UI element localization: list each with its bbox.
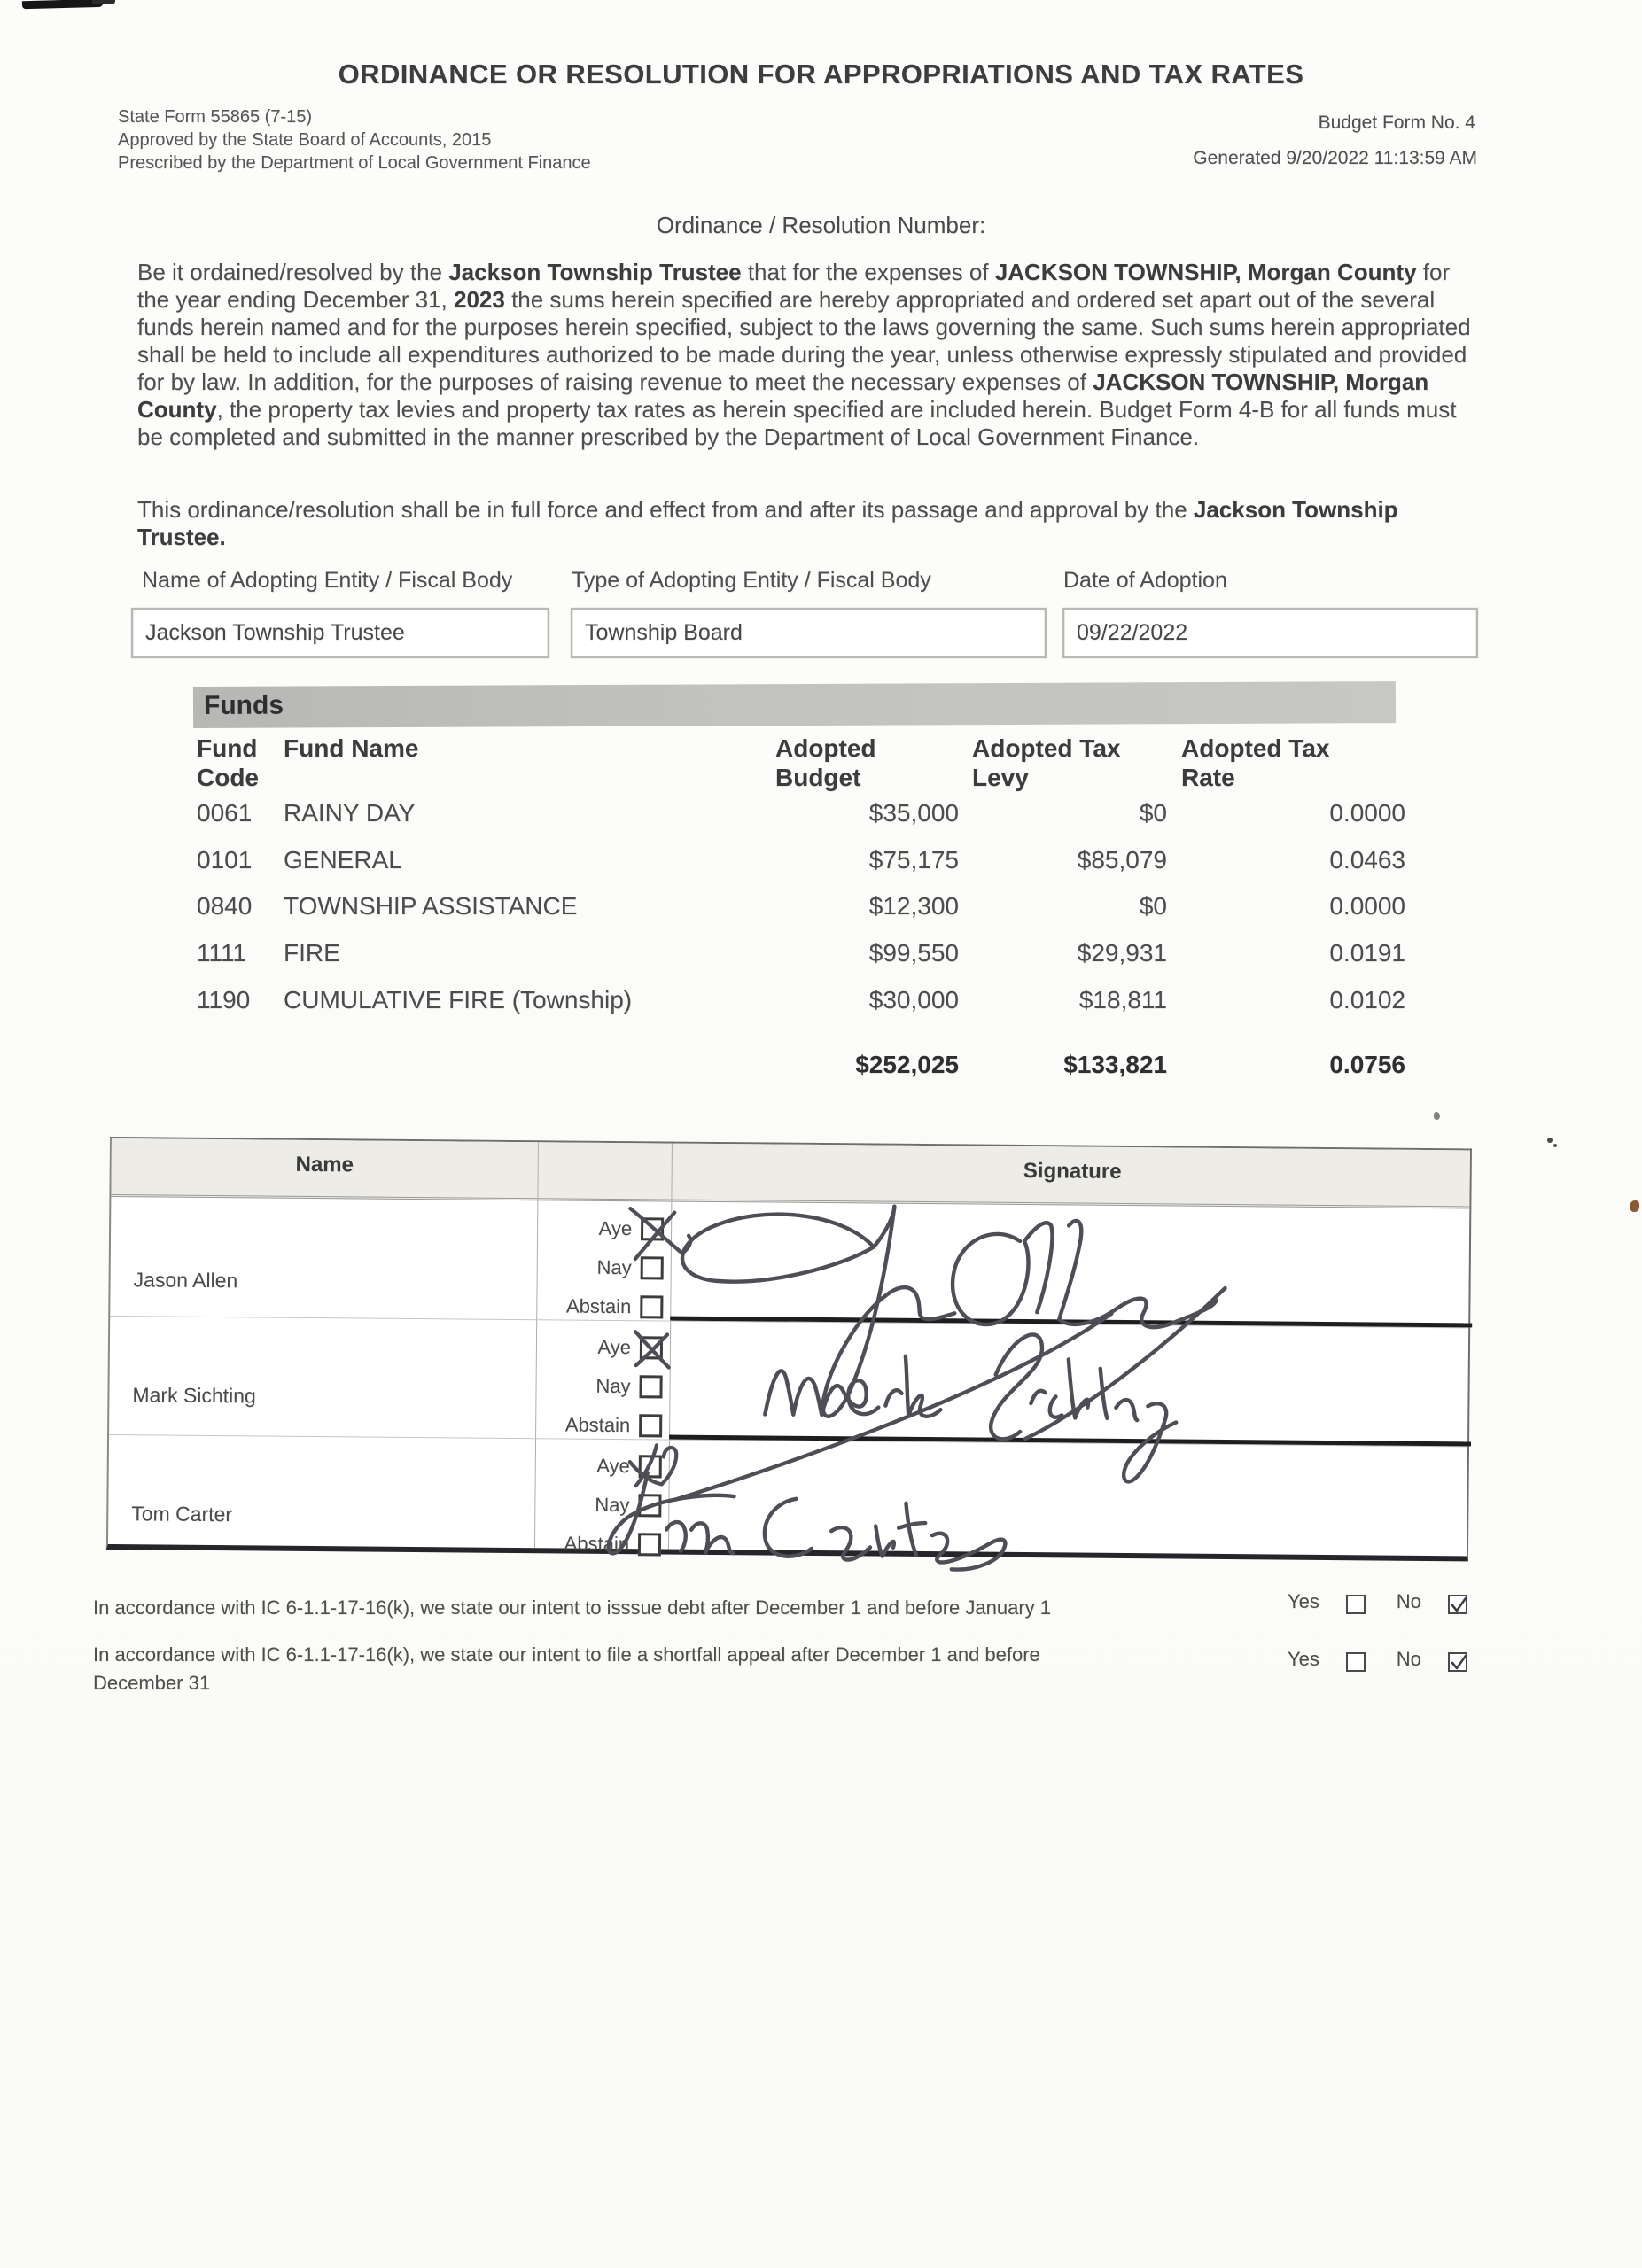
vote-option-abstain bbox=[534, 1528, 668, 1559]
scan-speck-dark bbox=[1547, 1138, 1553, 1143]
vote-option-aye bbox=[535, 1450, 669, 1481]
aye-checkbox[interactable] bbox=[639, 1455, 662, 1478]
statement-debt-intent-answer bbox=[1288, 1590, 1467, 1614]
nay-checkbox[interactable] bbox=[639, 1375, 662, 1398]
yes-label: Yes bbox=[1288, 1590, 1319, 1612]
scan-speck-brown bbox=[1630, 1200, 1639, 1212]
scan-speck-gray bbox=[1434, 1112, 1440, 1120]
statement-shortfall-appeal: In accordance with IC 6-1.1-17-16(k), we state our intent to file a shortfall appeal after December 1 and before December 31 bbox=[93, 1643, 1040, 1694]
form-info-line-3: Prescribed by the Department of Local Government Finance bbox=[118, 153, 591, 173]
fund-row-rate: 0.0463 bbox=[1329, 846, 1405, 874]
fund-row-rate: 0.0191 bbox=[1329, 939, 1405, 967]
column-header-adopted-tax-levy: Adopted Tax Levy bbox=[972, 734, 1121, 791]
yes-checkbox[interactable] bbox=[1346, 1595, 1366, 1614]
fund-row-name: TOWNSHIP ASSISTANCE bbox=[284, 892, 578, 920]
vote-option-aye bbox=[537, 1213, 671, 1244]
check-icon bbox=[1449, 1595, 1468, 1614]
abstain-checkbox[interactable] bbox=[640, 1295, 663, 1318]
no-label: No bbox=[1396, 1648, 1421, 1670]
fund-row-levy: $29,931 bbox=[1077, 939, 1167, 967]
column-header-fund-code: Fund Code bbox=[197, 734, 259, 791]
column-header-fund-name: Fund Name bbox=[284, 734, 419, 762]
funds-section-header bbox=[193, 681, 1396, 728]
column-header-name: Name bbox=[295, 1152, 354, 1177]
ordinance-paragraph-1: Be it ordained/resolved by the Jackson Township Trustee that for the expenses of JACKSON TOWNSHIP, Morgan County for the year ending December 31, 2023 the sums herein specified are hereby appropriated and ordered set apart out of the several funds herein named and for the purposes herein specified, subject to the laws governing the same. Such sums herein appropriated shall be held to include all expenditures authorized to be made during the year, unless otherwise expressly stipulated and provided for by law. In addition, for the purposes of raising revenue to meet the necessary expenses of JACKSON TOWNSHIP, Morgan County, the property tax levies and property tax rates as herein specified are included herein. Budget Form 4-B for all funds must be completed and submitted in the manner prescribed by the Department of Local Government Finance. bbox=[137, 259, 1471, 450]
funds-section-title: Funds bbox=[203, 690, 284, 720]
ordinance-paragraph-2: This ordinance/resolution shall be in full force and effect from and after its passage and approval by the Jackson Township Trustee. bbox=[137, 496, 1398, 550]
aye-checkbox[interactable] bbox=[641, 1217, 664, 1240]
no-checkbox-checked[interactable] bbox=[1448, 1652, 1467, 1672]
document-title: ORDINANCE OR RESOLUTION FOR APPROPRIATIONS AND TAX RATES bbox=[338, 58, 1304, 89]
fund-row-rate: 0.0102 bbox=[1329, 986, 1405, 1014]
funds-total-levy: $133,821 bbox=[1063, 1051, 1167, 1078]
member-name: Mark Sichting bbox=[132, 1383, 256, 1408]
ordinance-number-label: Ordinance / Resolution Number: bbox=[656, 212, 986, 238]
check-icon bbox=[1449, 1652, 1468, 1672]
vote-option-abstain bbox=[536, 1291, 670, 1322]
fund-row-levy: $0 bbox=[1139, 892, 1167, 920]
no-checkbox-checked[interactable] bbox=[1448, 1595, 1467, 1614]
nay-label: Nay bbox=[595, 1493, 630, 1517]
funds-total-rate: 0.0756 bbox=[1329, 1051, 1405, 1078]
column-header-adopted-budget: Adopted Budget bbox=[775, 734, 876, 791]
fund-row-name: RAINY DAY bbox=[284, 799, 416, 827]
field-label-adopting-entity-type: Type of Adopting Entity / Fiscal Body bbox=[572, 568, 931, 593]
adopting-entity-name-field[interactable]: Jackson Township Trustee bbox=[131, 608, 549, 658]
fund-row-code: 0101 bbox=[197, 846, 253, 874]
member-name: Tom Carter bbox=[131, 1502, 233, 1526]
fund-row-levy: $18,811 bbox=[1078, 986, 1167, 1014]
funds-total-budget: $252,025 bbox=[855, 1051, 959, 1078]
fund-row-name: GENERAL bbox=[284, 846, 402, 874]
nay-label: Nay bbox=[596, 1255, 632, 1279]
vote-option-abstain bbox=[535, 1410, 669, 1441]
vote-option-aye bbox=[536, 1332, 670, 1363]
fund-row-budget: $99,550 bbox=[868, 939, 959, 967]
statement-shortfall-appeal-answer bbox=[1288, 1648, 1467, 1672]
abstain-label: Abstain bbox=[564, 1413, 631, 1437]
fund-row-budget: $30,000 bbox=[868, 986, 959, 1014]
column-header-adopted-tax-rate: Adopted Tax Rate bbox=[1181, 734, 1330, 791]
fund-row-budget: $75,175 bbox=[868, 846, 959, 874]
budget-form-number: Budget Form No. 4 bbox=[1318, 113, 1475, 133]
nay-label: Nay bbox=[595, 1374, 631, 1398]
fund-row-code: 0061 bbox=[197, 799, 253, 827]
signature-mark-sichting bbox=[765, 1284, 1226, 1482]
vote-option-nay bbox=[534, 1489, 668, 1520]
nay-checkbox[interactable] bbox=[638, 1494, 661, 1517]
field-label-date-of-adoption: Date of Adoption bbox=[1063, 568, 1227, 593]
vote-option-nay bbox=[537, 1252, 671, 1283]
abstain-checkbox[interactable] bbox=[639, 1414, 662, 1437]
date-of-adoption-field[interactable]: 09/22/2022 bbox=[1062, 608, 1478, 658]
scan-speck-dark-2 bbox=[1553, 1144, 1557, 1147]
aye-label: Aye bbox=[597, 1335, 632, 1359]
fund-row-levy: $0 bbox=[1139, 799, 1167, 827]
member-name: Jason Allen bbox=[133, 1268, 238, 1293]
form-info-line-2: Approved by the State Board of Accounts, 2015 bbox=[118, 130, 492, 150]
fund-row-code: 0840 bbox=[197, 892, 253, 920]
signature-jason-allen bbox=[681, 1205, 1217, 1420]
abstain-label: Abstain bbox=[565, 1294, 632, 1318]
vote-option-nay bbox=[535, 1371, 669, 1402]
form-info-line-1: State Form 55865 (7-15) bbox=[118, 107, 312, 127]
aye-label: Aye bbox=[596, 1454, 630, 1478]
nay-checkbox[interactable] bbox=[641, 1256, 664, 1279]
fund-row-name: CUMULATIVE FIRE (Township) bbox=[284, 986, 633, 1014]
yes-label: Yes bbox=[1288, 1648, 1319, 1670]
column-header-signature: Signature bbox=[1023, 1158, 1122, 1184]
abstain-checkbox[interactable] bbox=[638, 1533, 661, 1556]
fund-row-levy: $85,079 bbox=[1077, 846, 1167, 874]
fund-row-rate: 0.0000 bbox=[1329, 799, 1405, 827]
field-label-adopting-entity-name: Name of Adopting Entity / Fiscal Body bbox=[142, 568, 513, 593]
fund-row-code: 1111 bbox=[197, 939, 247, 967]
no-label: No bbox=[1396, 1590, 1421, 1612]
signature-table bbox=[106, 1137, 1472, 1561]
fund-row-rate: 0.0000 bbox=[1329, 892, 1405, 920]
aye-label: Aye bbox=[598, 1216, 633, 1240]
adopting-entity-type-field[interactable]: Township Board bbox=[571, 608, 1047, 658]
scan-smudge-top-2 bbox=[92, 0, 115, 4]
fund-row-code: 1190 bbox=[197, 986, 251, 1014]
yes-checkbox[interactable] bbox=[1346, 1652, 1366, 1672]
statement-debt-intent: In accordance with IC 6-1.1-17-16(k), we state our intent to isssue debt after December 1 and before January 1 bbox=[93, 1596, 1052, 1619]
fund-row-name: FIRE bbox=[284, 939, 340, 967]
aye-checkbox[interactable] bbox=[640, 1336, 663, 1359]
abstain-label: Abstain bbox=[564, 1532, 630, 1556]
fund-row-budget: $12,300 bbox=[868, 892, 959, 920]
fund-row-budget: $35,000 bbox=[868, 799, 959, 827]
generated-timestamp: Generated 9/20/2022 11:13:59 AM bbox=[1193, 148, 1477, 168]
form-info-block bbox=[118, 105, 591, 175]
